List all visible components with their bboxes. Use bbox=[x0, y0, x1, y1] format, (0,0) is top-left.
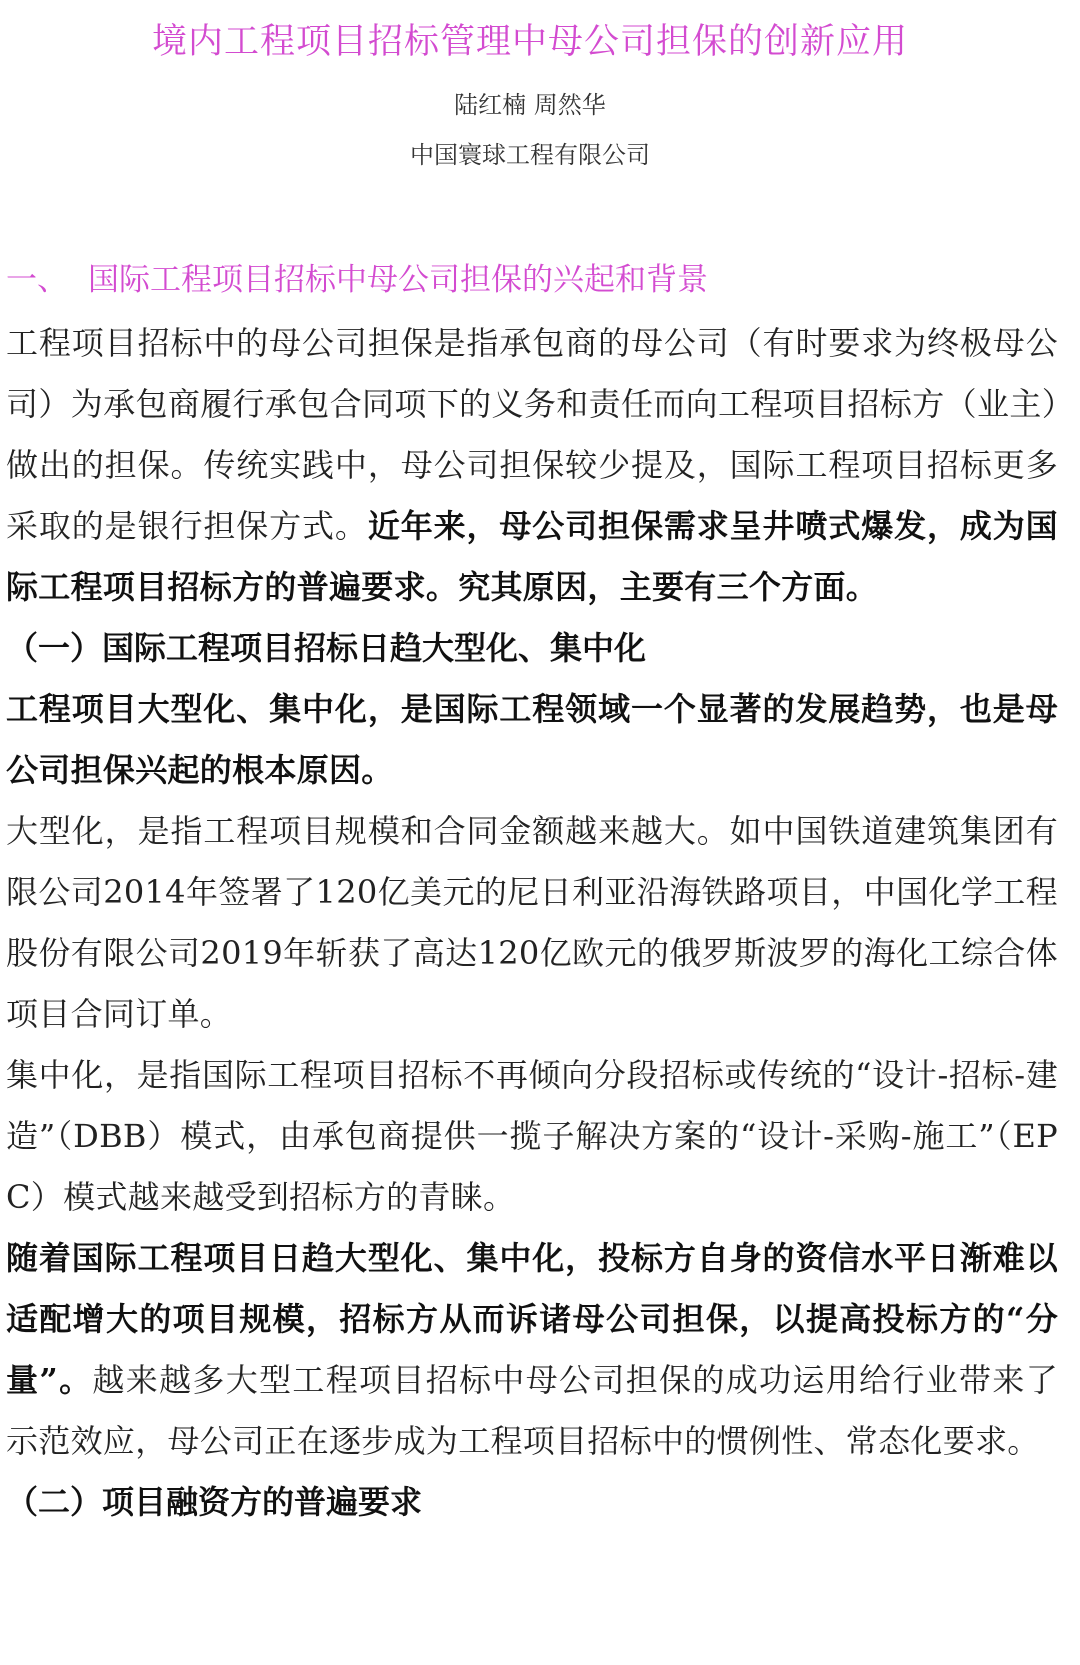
paragraph-5-emphasis: 随着国际工程项目日趋大型化、集中化，投标方自身的资信水平日渐难以适配增大的项目规模，招标方从而诉诸母公司担保，以提高投标方的“分量”。 bbox=[6, 1239, 1058, 1399]
paragraph-1 bbox=[6, 313, 1058, 618]
paragraph-4: 集中化，是指国际工程项目招标不再倾向分段招标或传统的“设计-招标-建造”（DBB）模式，由承包商提供一揽子解决方案的“设计-采购-施工”（EPC）模式越来越受到招标方的青睐。 bbox=[6, 1056, 1058, 1216]
affiliation: 中国寰球工程有限公司 bbox=[410, 141, 650, 169]
paragraph-5-text: 越来越多大型工程项目招标中母公司担保的成功运用给行业带来了示范效应，母公司正在逐步成为工程项目招标中的惯例性、常态化要求。 bbox=[6, 1361, 1058, 1460]
section-number: 一、 bbox=[6, 262, 68, 298]
document-body bbox=[6, 313, 1058, 1533]
subheading-1: （一）国际工程项目招标日趋大型化、集中化 bbox=[6, 629, 647, 667]
subheading-2: （二）项目融资方的普遍要求 bbox=[6, 1483, 423, 1521]
page-title: 境内工程项目招标管理中母公司担保的创新应用 bbox=[151, 22, 908, 62]
paragraph-3: 大型化，是指工程项目规模和合同金额越来越大。如中国铁道建筑集团有限公司2014年签署了120亿美元的尼日利亚沿海铁路项目，中国化学工程股份有限公司2019年斩获了高达120亿欧元的俄罗斯波罗的海化工综合体项目合同订单。 bbox=[6, 812, 1058, 1033]
section-heading-1 bbox=[6, 258, 708, 302]
paragraph-5 bbox=[6, 1228, 1058, 1472]
section-title: 国际工程项目招标中母公司担保的兴起和背景 bbox=[88, 262, 708, 298]
paragraph-1-text: 工程项目招标中的母公司担保是指承包商的母公司（有时要求为终极母公司）为承包商履行承包合同项下的义务和责任而向工程项目招标方（业主）做出的担保。传统实践中，母公司担保较少提及，国际工程项目招标更多采取的是银行担保方式。 bbox=[6, 324, 1058, 545]
paragraph-1-emphasis: 近年来，母公司担保需求呈井喷式爆发，成为国际工程项目招标方的普遍要求。究其原因，主要有三个方面。 bbox=[6, 507, 1058, 606]
paragraph-2: 工程项目大型化、集中化，是国际工程领域一个显著的发展趋势，也是母公司担保兴起的根本原因。 bbox=[6, 690, 1058, 789]
authors: 陆红楠 周然华 bbox=[454, 91, 606, 119]
